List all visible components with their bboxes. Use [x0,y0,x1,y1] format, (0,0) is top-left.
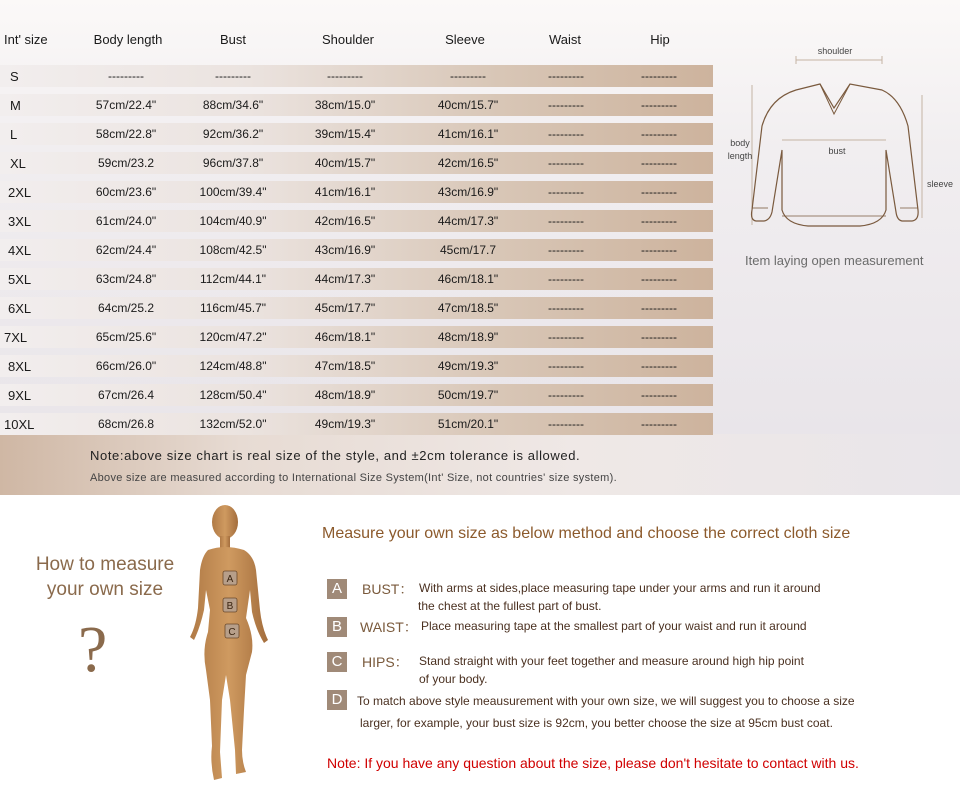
cell-hip: --------- [641,388,677,402]
cell-hip: --------- [641,214,677,228]
header-body-length: Body length [93,32,163,47]
table-row [0,65,713,87]
cell-waist: --------- [548,185,584,199]
cell-shoulder: 39cm/15.4" [314,127,376,141]
cell-hip: --------- [641,243,677,257]
table-row [0,384,713,406]
table-row [0,181,713,203]
cell-bust: 96cm/37.8" [202,156,264,170]
cell-hip: --------- [641,417,677,431]
cell-size: S [10,69,19,84]
cell-shoulder: 40cm/15.7" [314,156,376,170]
woman-silhouette [180,500,280,785]
bust-label: bust [828,146,846,156]
cell-shoulder: 38cm/15.0" [314,98,376,112]
cell-size: L [10,127,18,142]
table-row [0,210,713,232]
cell-size: 9XL [8,388,32,403]
cell-waist: --------- [548,330,584,344]
table-row [0,326,713,348]
cell-bust: 112cm/44.1" [199,272,267,286]
cell-waist: --------- [548,156,584,170]
step-d-text-1: To match above style meausurement with your own size, we will suggest you to choose a size [357,694,855,708]
cell-hip: --------- [641,301,677,315]
step-b-text-1: Place measuring tape at the smallest part of your waist and run it around [421,619,807,633]
cell-shoulder: 48cm/18.9" [314,388,376,402]
cell-shoulder: --------- [327,69,363,83]
cell-body-length: --------- [108,69,144,83]
cell-waist: --------- [548,388,584,402]
cell-size: M [10,98,21,113]
cell-shoulder: 42cm/16.5" [314,214,376,228]
cell-size: 7XL [4,330,28,345]
cell-shoulder: 44cm/17.3" [314,272,376,286]
cell-sleeve: 42cm/16.5" [437,156,499,170]
step-a-badge: A [327,579,347,599]
cell-bust: 116cm/45.7" [199,301,267,315]
cell-sleeve: 49cm/19.3" [437,359,499,373]
cell-hip: --------- [641,98,677,112]
cell-hip: --------- [641,127,677,141]
sleeve-label: sleeve [926,179,954,189]
cell-bust: --------- [215,69,251,83]
cell-hip: --------- [641,359,677,373]
step-a-text-1: With arms at sides,place measuring tape under your arms and run it around [419,581,821,595]
step-b-badge: B [327,617,347,637]
step-a-label: BUST： [362,581,414,597]
cell-size: 6XL [8,301,32,316]
cell-shoulder: 43cm/16.9" [314,243,376,257]
cell-sleeve: 51cm/20.1" [437,417,499,431]
step-d-text-2: larger, for example, your bust size is 92cm, you better choose the size at 95cm bust coat. [360,716,833,730]
cell-sleeve: 43cm/16.9" [437,185,499,199]
cell-waist: --------- [548,69,584,83]
cell-waist: --------- [548,98,584,112]
cell-hip: --------- [641,156,677,170]
cell-size: 10XL [4,417,35,432]
tolerance-note: Note:above size chart is real size of the style, and ±2cm tolerance is allowed. [90,448,581,463]
figure-badge-b: B [226,601,234,612]
cell-sleeve: 46cm/18.1" [437,272,499,286]
size-table-header [0,22,713,58]
cell-shoulder: 49cm/19.3" [314,417,376,431]
step-c-badge: C [327,652,347,672]
cell-hip: --------- [641,272,677,286]
cell-body-length: 58cm/22.8" [95,127,157,141]
header-int-size: Int' size [4,32,48,47]
cell-body-length: 67cm/26.4 [97,388,155,402]
sweater-diagram [722,40,960,240]
cell-body-length: 64cm/25.2 [97,301,155,315]
table-row [0,123,713,145]
cell-waist: --------- [548,272,584,286]
step-c-text-1: Stand straight with your feet together and measure around high hip point [419,654,804,668]
table-row [0,152,713,174]
table-row [0,268,713,290]
cell-bust: 128cm/50.4" [199,388,267,402]
table-row [0,355,713,377]
table-row [0,239,713,261]
cell-body-length: 61cm/24.0" [95,214,157,228]
shoulder-label: shoulder [817,46,853,56]
cell-waist: --------- [548,301,584,315]
step-c-text-2: of your body. [419,672,488,686]
cell-sleeve: 44cm/17.3" [437,214,499,228]
cell-sleeve: --------- [450,69,486,83]
cell-waist: --------- [548,359,584,373]
figure-badges [220,570,244,640]
cell-sleeve: 45cm/17.7 [439,243,497,257]
size-system-note: Above size are measured according to International Size System(Int' Size, not countries' size system). [90,472,617,484]
how-to-line-2: your own size [46,579,164,600]
cell-sleeve: 40cm/15.7" [437,98,499,112]
cell-bust: 88cm/34.6" [202,98,264,112]
cell-size: 2XL [8,185,32,200]
table-row [0,297,713,319]
cell-shoulder: 46cm/18.1" [314,330,376,344]
body-label: body [730,138,750,148]
header-waist: Waist [548,32,582,47]
sweater-caption: Item laying open measurement [745,253,924,268]
cell-body-length: 63cm/24.8" [95,272,157,286]
cell-sleeve: 48cm/18.9" [437,330,499,344]
cell-body-length: 60cm/23.6" [95,185,157,199]
cell-bust: 108cm/42.5" [199,243,267,257]
cell-waist: --------- [548,214,584,228]
figure-badge-c: C [228,627,236,638]
step-d-badge: D [327,690,347,710]
cell-bust: 100cm/39.4" [199,185,267,199]
cell-sleeve: 41cm/16.1" [437,127,499,141]
cell-size: 4XL [8,243,32,258]
cell-size: 8XL [8,359,32,374]
figure-badge-a: A [226,574,234,585]
cell-hip: --------- [641,69,677,83]
cell-body-length: 57cm/22.4" [95,98,157,112]
question-mark-icon: ? [78,613,108,686]
cell-size: 5XL [8,272,32,287]
table-row [0,94,713,116]
step-c-label: HIPS： [362,654,409,670]
cell-sleeve: 50cm/19.7" [437,388,499,402]
cell-body-length: 59cm/23.2 [97,156,155,170]
cell-shoulder: 45cm/17.7" [314,301,376,315]
header-hip: Hip [650,32,670,47]
header-shoulder: Shoulder [321,32,375,47]
cell-size: XL [10,156,26,171]
cell-shoulder: 47cm/18.5" [314,359,376,373]
cell-sleeve: 47cm/18.5" [437,301,499,315]
header-sleeve: Sleeve [445,32,485,47]
cell-body-length: 65cm/25.6" [95,330,157,344]
cell-waist: --------- [548,127,584,141]
cell-body-length: 68cm/26.8 [97,417,155,431]
header-bust: Bust [219,32,246,47]
length-label: length [727,151,753,161]
note-band [0,434,960,495]
how-to-measure-heading [30,552,180,602]
cell-size: 3XL [8,214,32,229]
cell-waist: --------- [548,243,584,257]
step-b-label: WAIST： [360,619,418,635]
cell-body-length: 62cm/24.4" [95,243,157,257]
measure-title: Measure your own size as below method and choose the correct cloth size [322,525,851,542]
contact-note: Note: If you have any question about the size, please don't hesitate to contact with us. [327,755,859,771]
cell-bust: 120cm/47.2" [199,330,267,344]
cell-shoulder: 41cm/16.1" [314,185,376,199]
cell-bust: 124cm/48.8" [199,359,267,373]
cell-waist: --------- [548,417,584,431]
cell-hip: --------- [641,185,677,199]
cell-hip: --------- [641,330,677,344]
cell-body-length: 66cm/26.0" [95,359,157,373]
cell-bust: 92cm/36.2" [202,127,264,141]
how-to-line-1: How to measure [35,554,175,575]
cell-bust: 132cm/52.0" [199,417,267,431]
table-row [0,413,713,435]
cell-bust: 104cm/40.9" [199,214,267,228]
step-a-text-2: the chest at the fullest part of bust. [418,599,602,613]
